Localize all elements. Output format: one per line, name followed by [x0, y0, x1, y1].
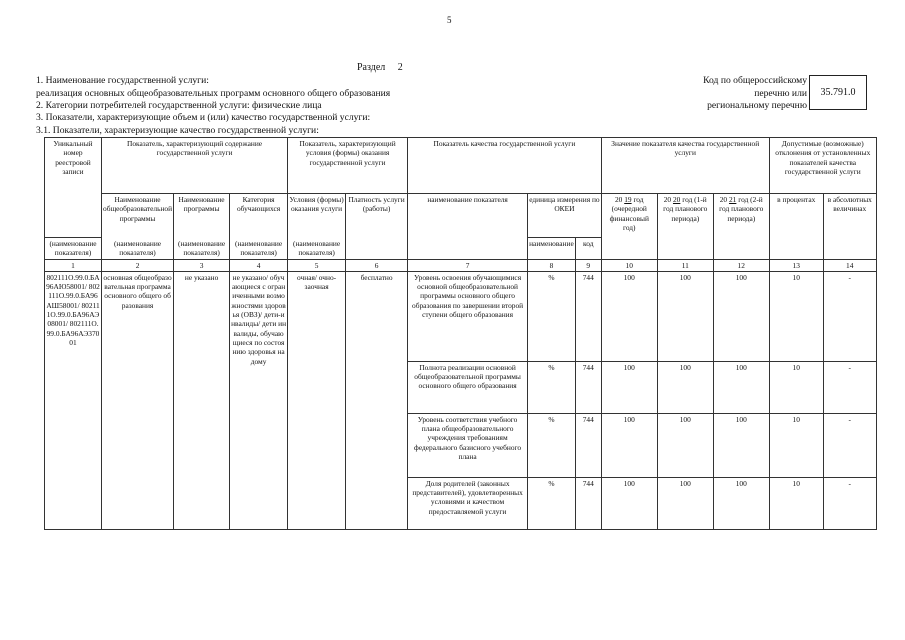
indicator-value-3: 100	[713, 271, 769, 361]
header-pay: Платность услуги (работы)	[346, 194, 408, 238]
quality-table	[44, 137, 877, 530]
indicator-absolute: -	[823, 361, 876, 413]
program-name-cell: не указано	[174, 271, 230, 529]
indicator-label-6: (наименование показателя)	[288, 238, 346, 260]
col-num: 3	[174, 259, 230, 271]
code-label	[607, 75, 807, 113]
col-num: 11	[657, 259, 713, 271]
indicator-code: 744	[575, 413, 601, 477]
section-title: Раздел 2	[357, 62, 403, 73]
col-num: 12	[713, 259, 769, 271]
indicator-name: Доля родителей (законных представителей), удовлетворенных условиями и качеством предоставляемой услуги	[408, 477, 528, 529]
indicator-value-1: 100	[601, 361, 657, 413]
col-num: 10	[601, 259, 657, 271]
header-allowed: Допустимые (возможные) отклонения от установленных показателей качества государственной услуги	[769, 138, 876, 194]
indicator-label-4: (наименование показателя)	[174, 238, 230, 260]
service-name-label: 1. Наименование государственной услуги:	[36, 75, 209, 86]
header-form: Условия (формы) оказания услуги	[288, 194, 346, 238]
header-percent: в процентах	[769, 194, 823, 260]
indicator-value-3: 100	[713, 361, 769, 413]
header-conditions: Показатель, характеризующий условия (формы) оказания государственной услуги	[288, 138, 408, 194]
indicator-name: Уровень соответствия учебного плана общеобразовательного учреждения требованиям федерального базисного учебного плана	[408, 413, 528, 477]
indicator-percent: 10	[769, 271, 823, 361]
indicator-percent: 10	[769, 413, 823, 477]
header-unit-name: наименование	[528, 238, 576, 260]
indicator-unit: %	[528, 271, 576, 361]
header-year-1: 20 19 год (очередной финансовый год)	[601, 194, 657, 260]
header-year-2: 20 20 год (1-й год планового периода)	[657, 194, 713, 260]
indicator-value-2: 100	[657, 413, 713, 477]
indicator-value-3: 100	[713, 477, 769, 529]
indicator-value-3: 100	[713, 413, 769, 477]
service-name-value: реализация основных общеобразовательных программ основного общего образования	[36, 88, 391, 99]
indicator-unit: %	[528, 361, 576, 413]
indicator-value-1: 100	[601, 413, 657, 477]
indicator-percent: 10	[769, 361, 823, 413]
indicator-name: Уровень освоения обучающимися основной общеобразовательной программы основного общего образования по завершении второй ступени общего образования	[408, 271, 528, 361]
col-num: 5	[288, 259, 346, 271]
code-label-line-3: региональному перечню	[707, 100, 807, 111]
header-absolute: в абсолютных величинах	[823, 194, 876, 260]
col-num: 8	[528, 259, 576, 271]
form-cell: очная/ очно-заочная	[288, 271, 346, 529]
header-year-3: 20 21 год (2-й год планового периода)	[713, 194, 769, 260]
indicator-code: 744	[575, 271, 601, 361]
header-quality: Показатель качества государственной услуги	[408, 138, 602, 194]
program-cell: основная общеобразовательная программа основного общего образования	[102, 271, 174, 529]
indicator-absolute: -	[823, 271, 876, 361]
header-unique: Уникальный номер реестровой записи	[45, 138, 102, 238]
header-unit-code: код	[575, 238, 601, 260]
quality-indicators-heading: 3.1. Показатели, характеризующие качество государственной услуги:	[36, 125, 319, 136]
col-num: 9	[575, 259, 601, 271]
col-num: 6	[346, 259, 408, 271]
header-value: Значение показателя качества государственной услуги	[601, 138, 769, 194]
indicator-value-2: 100	[657, 271, 713, 361]
indicator-name: Полнота реализации основной общеобразовательной программы основного общего образования	[408, 361, 528, 413]
col-num: 13	[769, 259, 823, 271]
col-num: 1	[45, 259, 102, 271]
indicator-code: 744	[575, 361, 601, 413]
indicators-heading: 3. Показатели, характеризующие объем и (или) качество государственной услуги:	[36, 112, 371, 123]
indicator-value-2: 100	[657, 361, 713, 413]
page-number: 5	[447, 15, 452, 25]
indicator-unit: %	[528, 477, 576, 529]
indicator-value-2: 100	[657, 477, 713, 529]
col-num: 2	[102, 259, 174, 271]
indicator-label-3: (наименование показателя)	[102, 238, 174, 260]
code-value-box: 35.791.0	[809, 75, 867, 110]
header-program-name: Наименование программы	[174, 194, 230, 238]
category-cell: не указано/ обучающиеся с ограниченными возможностями здоровья (ОВЗ)/ дети-инвалиды/ дети инвалиды, обучающиеся по состоянию здоровья на дому	[230, 271, 288, 529]
consumer-category: 2. Категории потребителей государственной услуги: физические лица	[36, 100, 322, 111]
pay-cell: бесплатно	[346, 271, 408, 529]
indicator-absolute: -	[823, 477, 876, 529]
indicator-value-1: 100	[601, 477, 657, 529]
header-category: Категория обучающихся	[230, 194, 288, 238]
indicator-value-1: 100	[601, 271, 657, 361]
header-program: Наименование общеобразовательной программы	[102, 194, 174, 238]
code-label-line-1: Код по общероссийскому	[703, 75, 807, 86]
indicator-absolute: -	[823, 413, 876, 477]
indicator-label-2: (наименование показателя)	[45, 238, 102, 260]
col-num: 4	[230, 259, 288, 271]
col-num: 14	[823, 259, 876, 271]
header-indicator-name: наименование показателя	[408, 194, 528, 260]
indicator-code: 744	[575, 477, 601, 529]
indicator-label-5: (наименование показателя)	[230, 238, 288, 260]
indicator-percent: 10	[769, 477, 823, 529]
indicator-unit: %	[528, 413, 576, 477]
header-content: Показатель, характеризующий содержание государственной услуги	[102, 138, 288, 194]
registry-codes: 802111О.99.0.БА96АЮ58001/ 802111О.99.0.БА96АШ58001/ 802111О.99.0.БА96АЭ08001/ 802111О.99.0.БА96АЭ37001	[45, 271, 102, 529]
col-num: 7	[408, 259, 528, 271]
header-unit: единица измерения по ОКЕИ	[528, 194, 602, 238]
code-label-line-2: перечню или	[754, 87, 807, 99]
table-row	[45, 271, 877, 361]
column-numbers-row	[45, 259, 877, 271]
